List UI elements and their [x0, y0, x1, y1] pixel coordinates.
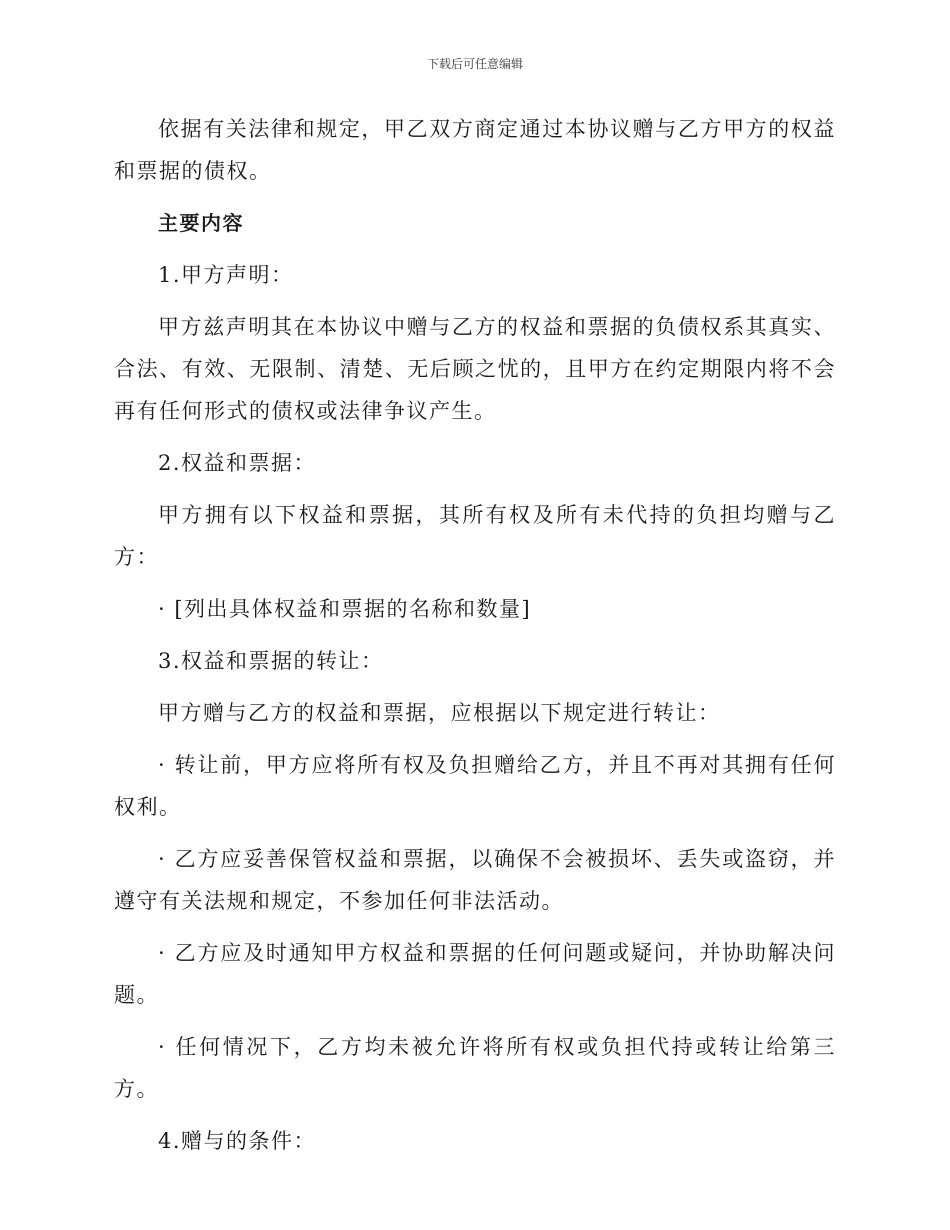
- clause-title-3: 3.权益和票据的转让：: [158, 649, 384, 673]
- clause-1-paragraph: 甲方兹声明其在本协议中赠与乙方的权益和票据的负债权系其真实、合法、有效、无限制、清楚、无后顾之忧的，且甲方在约定期限内将不会再有任何形式的债权或法律争议产生。: [114, 315, 836, 423]
- header-note: 下载后可任意编辑: [426, 57, 523, 71]
- clause-3-bullet-1: · 转让前，甲方应将所有权及负担赠给乙方，并且不再对其拥有任何权利。: [114, 753, 836, 819]
- intro-paragraph: 依据有关法律和规定，甲乙双方商定通过本协议赠与乙方甲方的权益和票据的债权。: [114, 117, 836, 183]
- clause-title-2: 2.权益和票据：: [158, 451, 317, 475]
- clause-title-1: 1.甲方声明：: [158, 263, 294, 287]
- clause-3-bullet-3: · 乙方应及时通知甲方权益和票据的任何问题或疑问，并协助解决问题。: [114, 941, 836, 1007]
- clause-3-bullet-4: · 任何情况下，乙方均未被允许将所有权或负担代持或转让给第三方。: [114, 1035, 836, 1101]
- clause-2-paragraph: 甲方拥有以下权益和票据，其所有权及所有未代持的负担均赠与乙方：: [114, 503, 836, 569]
- document-body: [114, 108, 836, 1172]
- clause-2-bullet: · [列出具体权益和票据的名称和数量]: [158, 597, 532, 621]
- clause-3-bullet-2: · 乙方应妥善保管权益和票据，以确保不会被损坏、丢失或盗窃，并遵守有关法规和规定，不参加任何非法活动。: [114, 847, 836, 913]
- clause-title-4: 4.赠与的条件：: [158, 1129, 317, 1153]
- clause-3-paragraph: 甲方赠与乙方的权益和票据，应根据以下规定进行转让：: [158, 701, 721, 725]
- section-heading-main-content: 主要内容: [158, 211, 244, 235]
